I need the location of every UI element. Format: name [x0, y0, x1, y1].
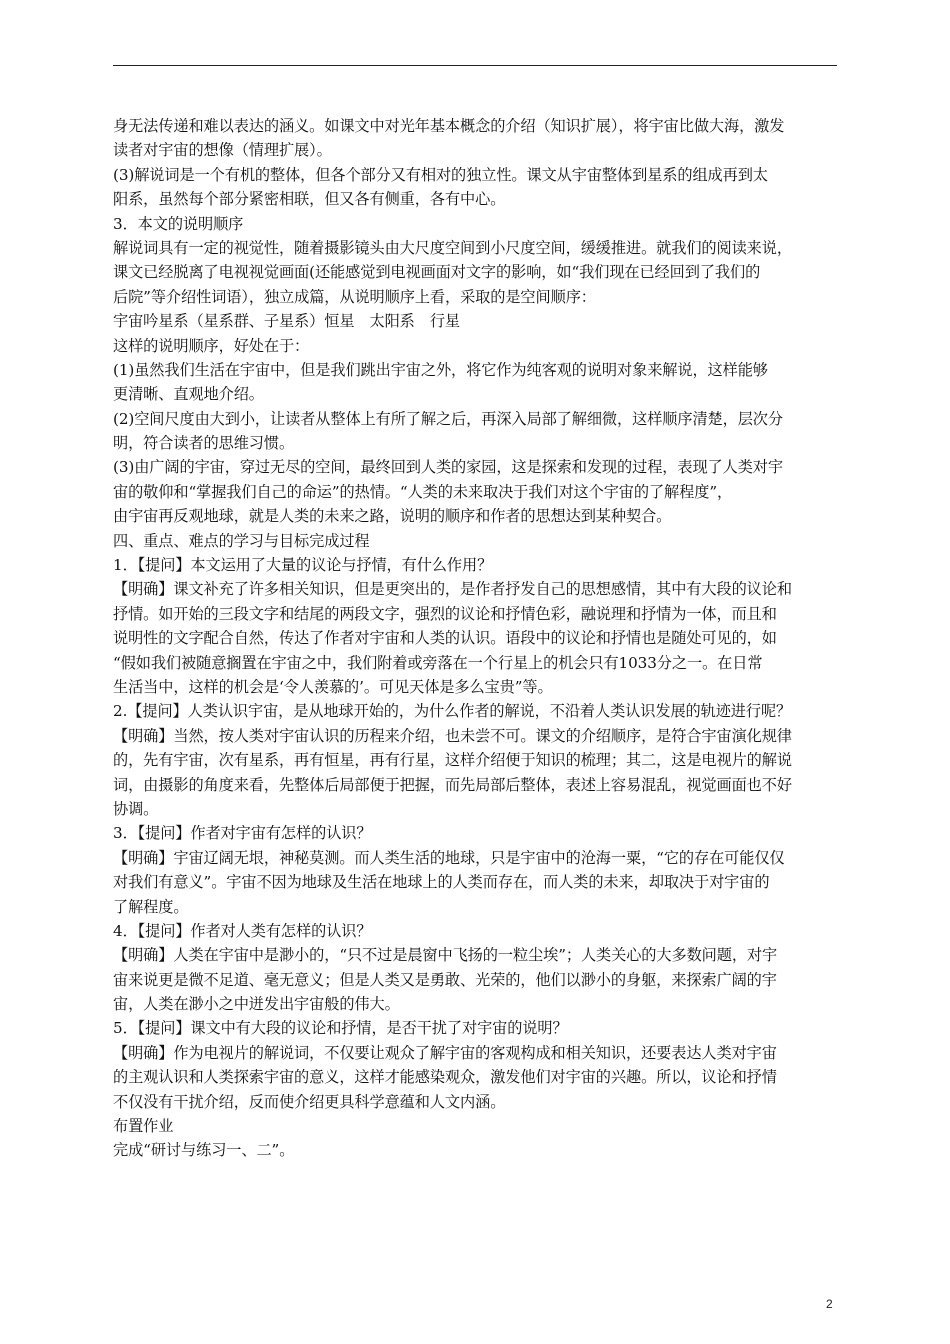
text-line: 宙的敬仰和“掌握我们自己的命运”的热情。“人类的未来取决于我们对这个宇宙的了解程度”，	[113, 482, 733, 501]
text-line: 这样的说明顺序，好处在于：	[113, 336, 310, 355]
text-line: 读者对宇宙的想像（情理扩展）。	[113, 141, 332, 160]
text-line: 宇宙吟星系（星系群、子星系）恒星 太阳系 行星	[113, 312, 461, 331]
text-line: 协调。	[113, 799, 159, 818]
text-line: 更清晰、直观地介绍。	[113, 385, 264, 404]
text-line: 5．【提问】课文中有大段的议论和抒情，是否干扰了对宇宙的说明？	[113, 1019, 568, 1038]
header-rule	[113, 65, 837, 66]
text-line: 宙来说更是微不足道、毫无意义；但是人类又是勇敢、光荣的，他们以渺小的身躯，来探索广阔的宇	[113, 970, 777, 989]
text-line: (1)虽然我们生活在宇宙中，但是我们跳出宇宙之外，将它作为纯客观的说明对象来解说，这样能够	[113, 360, 768, 379]
text-line: 1．【提问】本文运用了大量的议论与抒情，有什么作用？	[113, 556, 493, 575]
text-line: 抒情。如开始的三段文字和结尾的两段文字，强烈的议论和抒情色彩，融说理和抒情为一体，而且和	[113, 604, 777, 623]
text-line: 词，由摄影的角度来看，先整体后局部便于把握，而先局部后整体，表述上容易混乱，视觉画面也不好	[113, 775, 792, 794]
text-line: 课文已经脱离了电视视觉画面(还能感觉到电视画面对文字的影响，如“我们现在已经回到了我们的	[113, 263, 761, 282]
text-line: 明，符合读者的思维习惯。	[113, 434, 295, 453]
text-line: 2.【提问】人类认识宇宙，是从地球开始的，为什么作者的解说，不沿着人类认识发展的轨迹进行呢？	[113, 702, 792, 721]
text-line: 了解程度。	[113, 897, 189, 916]
text-line: 四、重点、难点的学习与目标完成过程	[113, 531, 370, 550]
text-line: 生活当中，这样的机会是‘令人羡慕的’。可见天体是多么宝贵”等。	[113, 677, 553, 696]
text-line: 【明确】宇宙辽阔无垠，神秘莫测。而人类生活的地球，只是宇宙中的沧海一粟，“它的存在可能仅仅	[113, 848, 785, 867]
text-line: 后院”等介绍性词语），独立成篇，从说明顺序上看，采取的是空间顺序：	[113, 287, 596, 306]
text-line: (2)空间尺度由大到小，让读者从整体上有所了解之后，再深入局部了解细微，这样顺序清楚，层次分	[113, 409, 783, 428]
text-line: 3．【提问】作者对宇宙有怎样的认识？	[113, 824, 372, 843]
text-line: 的主观认识和人类探索宇宙的意义，这样才能感染观众，激发他们对宇宙的兴趣。所以，议论和抒情	[113, 1068, 777, 1087]
text-line: 由宇宙再反观地球，就是人类的未来之路，说明的顺序和作者的思想达到某种契合。	[113, 507, 672, 526]
text-line: 【明确】作为电视片的解说词，不仅要让观众了解宇宙的客观构成和相关知识，还要表达人类对宇宙	[113, 1043, 777, 1062]
text-line: 阳系，虽然每个部分紧密相联，但又各有侧重，各有中心。	[113, 190, 506, 209]
text-line: (3)由广阔的宇宙，穿过无尽的空间，最终回到人类的家园，这是探索和发现的过程，表现了人类对宇	[113, 458, 783, 477]
text-line: 不仅没有干扰介绍，反而使介绍更具科学意蕴和人文内涵。	[113, 1092, 506, 1111]
text-line: 3．本文的说明顺序	[113, 214, 244, 233]
text-line: 4．【提问】作者对人类有怎样的认识？	[113, 921, 372, 940]
text-line: 【明确】当然，按人类对宇宙认识的历程来介绍，也未尝不可。课文的介绍顺序，是符合宇宙演化规律	[113, 726, 792, 745]
text-line: 说明性的文字配合自然，传达了作者对宇宙和人类的认识。语段中的议论和抒情也是随处可见的，如	[113, 629, 777, 648]
page-number: 2	[826, 1297, 833, 1311]
text-line: 【明确】人类在宇宙中是渺小的，“只不过是晨窗中飞扬的一粒尘埃”；人类关心的大多数问题，对宇	[113, 946, 778, 965]
text-line: (3)解说词是一个有机的整体，但各个部分又有相对的独立性。课文从宇宙整体到星系的组成再到太	[113, 165, 768, 184]
text-line: 身无法传递和难以表达的涵义。如课文中对光年基本概念的介绍（知识扩展），将宇宙比做大海，激发	[113, 117, 785, 135]
text-line: 解说词具有一定的视觉性，随着摄影镜头由大尺度空间到小尺度空间，缓缓推进。就我们的阅读来说，	[113, 238, 792, 257]
text-line: 的，先有宇宙，次有星系，再有恒星，再有行星，这样介绍便于知识的梳理；其二，这是电视片的解说	[113, 751, 792, 770]
text-line: 完成“研讨与练习一、二”。	[113, 1141, 295, 1160]
body-text	[113, 114, 848, 1163]
text-line: “假如我们被随意搁置在宇宙之中，我们附着或旁落在一个行星上的机会只有1033分之一。在日常	[113, 653, 763, 672]
text-line: 布置作业	[113, 1117, 174, 1136]
text-line: 【明确】课文补充了许多相关知识，但是更突出的，是作者抒发自己的思想感情，其中有大段的议论和	[113, 580, 792, 599]
text-line: 宙，人类在渺小之中迸发出宇宙般的伟大。	[113, 995, 400, 1014]
text-line: 对我们有意义”。宇宙不因为地球及生活在地球上的人类而存在，而人类的未来，却取决于对宇宙的	[113, 873, 770, 892]
